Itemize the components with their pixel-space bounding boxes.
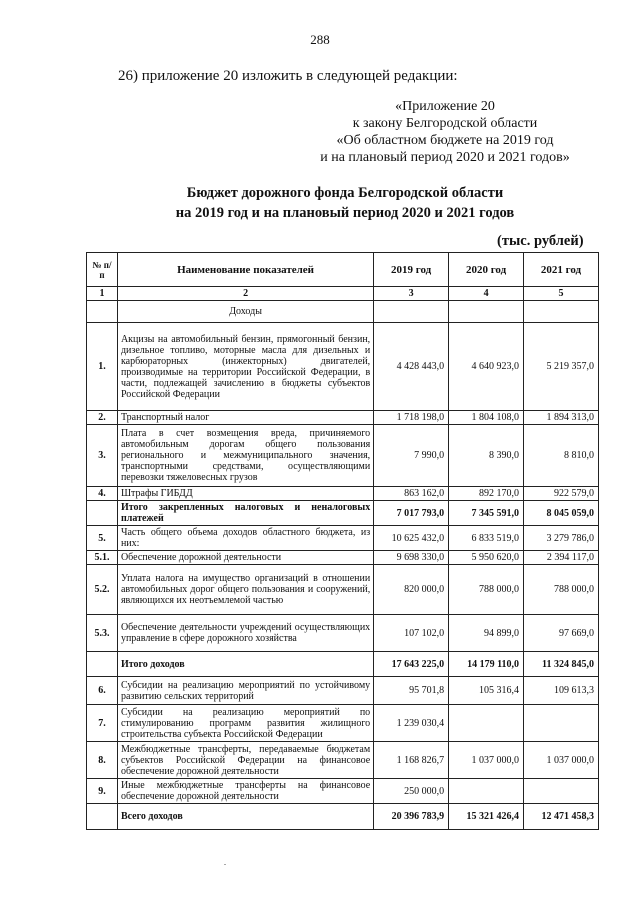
table-row — [87, 526, 599, 551]
row-number: 5.2. — [87, 565, 118, 615]
table-row — [87, 615, 599, 652]
table-row — [87, 487, 599, 501]
value-2020: 7 345 591,0 — [449, 501, 524, 526]
row-name: Акцизы на автомобильный бензин, прямогонный бензин, дизельное топливо, моторные масла для дизельных и карбюраторных (инжекторных) двигателей, производимые на территории Российской Федерации, в части, подлежащей зачислению в бюджеты субъектов Российской Федерации — [117, 323, 373, 411]
row-number — [87, 501, 118, 526]
section-row — [87, 301, 599, 323]
intro-text: 26) приложение 20 изложить в следующей редакции: — [118, 68, 458, 84]
value-2019: 107 102,0 — [374, 615, 449, 652]
value-2021: 788 000,0 — [524, 565, 599, 615]
row-number: 6. — [87, 677, 118, 705]
table-row — [87, 804, 599, 830]
row-number: 5.1. — [87, 551, 118, 565]
value-2020: 105 316,4 — [449, 677, 524, 705]
row-number: 8. — [87, 742, 118, 779]
index-cell: 5 — [524, 287, 599, 301]
value-2019: 863 162,0 — [374, 487, 449, 501]
index-cell: 2 — [117, 287, 373, 301]
appendix-header — [300, 98, 590, 166]
units-label: (тыс. рублей) — [497, 233, 584, 249]
value-2021: 97 669,0 — [524, 615, 599, 652]
table-row — [87, 705, 599, 742]
value-2019: 95 701,8 — [374, 677, 449, 705]
row-name: Плата в счет возмещения вреда, причиняемого автомобильным дорогам общего пользования регионального и межмуниципального значения, транспортными средствами, осуществляющими перевозки тяжеловесных грузов — [117, 425, 373, 487]
row-number: 9. — [87, 779, 118, 804]
row-number: 2. — [87, 411, 118, 425]
value-2019: 820 000,0 — [374, 565, 449, 615]
value-2019: 1 718 198,0 — [374, 411, 449, 425]
appendix-line: и на плановый период 2020 и 2021 годов» — [320, 150, 570, 165]
row-name: Обеспечение дорожной деятельности — [117, 551, 373, 565]
value-2020: 94 899,0 — [449, 615, 524, 652]
value-2019: 17 643 225,0 — [374, 652, 449, 677]
value-2019: 1 239 030,4 — [374, 705, 449, 742]
row-name: Всего доходов — [117, 804, 373, 830]
value-2019: 7 017 793,0 — [374, 501, 449, 526]
value-2020 — [449, 705, 524, 742]
title-line: Бюджет дорожного фонда Белгородской области — [186, 185, 504, 201]
value-2021: 3 279 786,0 — [524, 526, 599, 551]
value-2021: 12 471 458,3 — [524, 804, 599, 830]
row-number: 7. — [87, 705, 118, 742]
value-2021: 8 810,0 — [524, 425, 599, 487]
row-name: Транспортный налог — [117, 411, 373, 425]
empty-cell — [87, 301, 118, 323]
table-row — [87, 779, 599, 804]
row-name: Штрафы ГИБДД — [117, 487, 373, 501]
value-2020: 1 804 108,0 — [449, 411, 524, 425]
value-2021: 1 037 000,0 — [524, 742, 599, 779]
value-2020: 15 321 426,4 — [449, 804, 524, 830]
header-row — [87, 253, 599, 287]
row-number: 1. — [87, 323, 118, 411]
value-2021 — [524, 779, 599, 804]
value-2019: 10 625 432,0 — [374, 526, 449, 551]
table-row — [87, 501, 599, 526]
empty-cell — [524, 301, 599, 323]
section-label: Доходы — [117, 301, 373, 323]
row-name: Уплата налога на имущество организаций в отношении автомобильных дорог общего пользования и сооружений, являющихся их неотъемлемой частью — [117, 565, 373, 615]
empty-cell — [374, 301, 449, 323]
row-number — [87, 652, 118, 677]
value-2020: 8 390,0 — [449, 425, 524, 487]
header-2021: 2021 год — [524, 253, 599, 287]
row-name: Итого закрепленных налоговых и неналоговых платежей — [117, 501, 373, 526]
value-2020: 14 179 110,0 — [449, 652, 524, 677]
header-2020: 2020 год — [449, 253, 524, 287]
value-2020 — [449, 779, 524, 804]
budget-table — [86, 252, 599, 830]
value-2020: 5 950 620,0 — [449, 551, 524, 565]
value-2019: 20 396 783,9 — [374, 804, 449, 830]
value-2019: 4 428 443,0 — [374, 323, 449, 411]
row-name: Межбюджетные трансферты, передаваемые бюджетам субъектов Российской Федерации на финансовое обеспечение дорожной деятельности — [117, 742, 373, 779]
header-num: № п/п — [87, 253, 118, 287]
value-2020: 1 037 000,0 — [449, 742, 524, 779]
appendix-line: к закону Белгородской области — [352, 116, 538, 131]
table-row — [87, 742, 599, 779]
table-row — [87, 551, 599, 565]
row-number: 4. — [87, 487, 118, 501]
row-number — [87, 804, 118, 830]
value-2021: 8 045 059,0 — [524, 501, 599, 526]
appendix-line: «Приложение 20 — [395, 99, 495, 114]
value-2021: 2 394 117,0 — [524, 551, 599, 565]
header-2019: 2019 год — [374, 253, 449, 287]
row-name: Обеспечение деятельности учреждений осуществляющих управление в сфере дорожного хозяйства — [117, 615, 373, 652]
row-name: Итого доходов — [117, 652, 373, 677]
row-number: 5. — [87, 526, 118, 551]
row-number: 3. — [87, 425, 118, 487]
index-row — [87, 287, 599, 301]
value-2021: 1 894 313,0 — [524, 411, 599, 425]
row-name: Субсидии на реализацию мероприятий по стимулированию программ развития жилищного строительства субъекта Российской Федерации — [117, 705, 373, 742]
row-name: Часть общего объема доходов областного бюджета, из них: — [117, 526, 373, 551]
row-name: Субсидии на реализацию мероприятий по устойчивому развитию сельских территорий — [117, 677, 373, 705]
table-row — [87, 411, 599, 425]
table-row — [87, 652, 599, 677]
empty-cell — [449, 301, 524, 323]
header-name: Наименование показателей — [117, 253, 373, 287]
value-2020: 788 000,0 — [449, 565, 524, 615]
index-cell: 4 — [449, 287, 524, 301]
value-2020: 892 170,0 — [449, 487, 524, 501]
value-2019: 7 990,0 — [374, 425, 449, 487]
index-cell: 3 — [374, 287, 449, 301]
document-title — [0, 183, 640, 223]
value-2021: 109 613,3 — [524, 677, 599, 705]
value-2020: 4 640 923,0 — [449, 323, 524, 411]
value-2020: 6 833 519,0 — [449, 526, 524, 551]
title-line: на 2019 год и на плановый период 2020 и 2021 годов — [175, 205, 515, 221]
table-row — [87, 677, 599, 705]
index-cell: 1 — [87, 287, 118, 301]
table-row — [87, 323, 599, 411]
value-2021: 5 219 357,0 — [524, 323, 599, 411]
value-2021: 11 324 845,0 — [524, 652, 599, 677]
value-2019: 1 168 826,7 — [374, 742, 449, 779]
table-row — [87, 425, 599, 487]
table-row — [87, 565, 599, 615]
page-number: 288 — [310, 32, 330, 47]
value-2021: 922 579,0 — [524, 487, 599, 501]
value-2019: 250 000,0 — [374, 779, 449, 804]
value-2019: 9 698 330,0 — [374, 551, 449, 565]
footnote-mark: . — [224, 858, 226, 867]
row-name: Иные межбюджетные трансферты на финансовое обеспечение дорожной деятельности — [117, 779, 373, 804]
appendix-line: «Об областном бюджете на 2019 год — [336, 133, 554, 148]
row-number: 5.3. — [87, 615, 118, 652]
value-2021 — [524, 705, 599, 742]
